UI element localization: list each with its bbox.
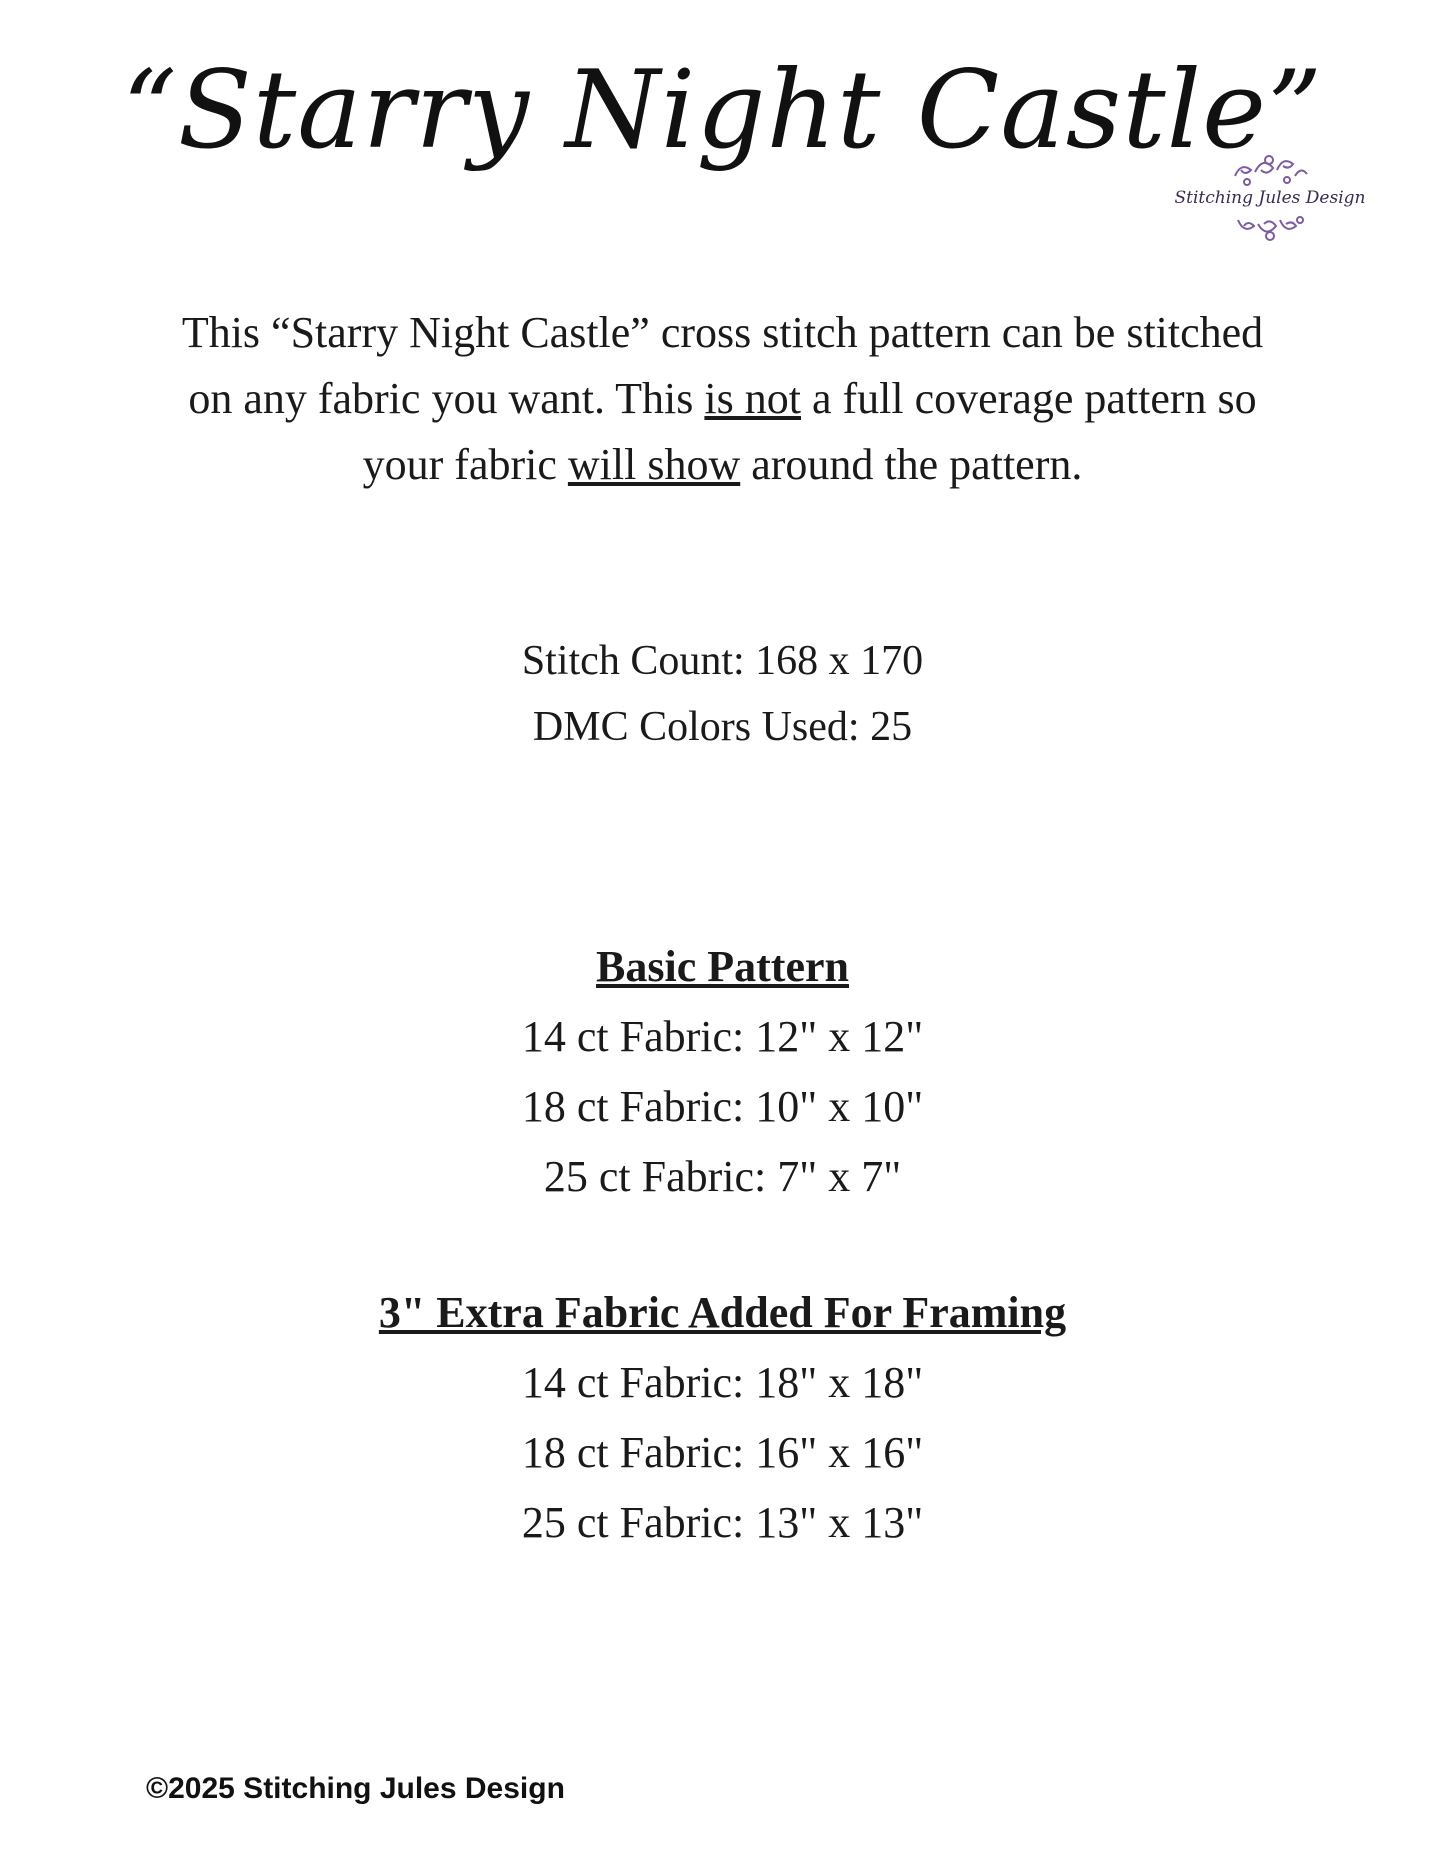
extra-row-14ct: 14 ct Fabric: 18" x 18" [521, 1358, 924, 1407]
logo-text: Stitching Jules Design [1174, 188, 1366, 208]
extra-row-25ct: 25 ct Fabric: 13" x 13" [521, 1498, 924, 1547]
dmc-colors-used: DMC Colors Used: 25 [532, 704, 913, 750]
basic-pattern-heading: Basic Pattern [596, 942, 849, 991]
stitch-count: Stitch Count: 168 x 170 [521, 638, 924, 684]
intro-paragraph [180, 300, 1265, 498]
intro-text-2: a full coverage pattern so your fabric [362, 374, 1257, 489]
basic-row-18ct: 18 ct Fabric: 10" x 10" [521, 1082, 924, 1131]
extra-fabric-heading: 3" Extra Fabric Added For Framing [378, 1288, 1067, 1337]
intro-underline-will-show: will show [567, 440, 741, 489]
basic-row-14ct: 14 ct Fabric: 12" x 12" [521, 1012, 924, 1061]
basic-row-25ct: 25 ct Fabric: 7" x 7" [543, 1152, 902, 1201]
extra-row-18ct: 18 ct Fabric: 16" x 16" [521, 1428, 924, 1477]
intro-text-1: This “Starry Night Castle” cross stitch pattern can be stitched on any fabric you want. This [181, 308, 1264, 423]
swirl-ornament-bottom-icon [1230, 210, 1310, 244]
extra-fabric-section [0, 1278, 1445, 1558]
basic-pattern-section [0, 932, 1445, 1212]
intro-underline-is-not: is not [704, 374, 801, 423]
page-title: “Starry Night Castle” [121, 48, 1324, 173]
copyright-footer: ©2025 Stitching Jules Design [146, 1772, 565, 1805]
swirl-ornament-top-icon [1225, 152, 1315, 186]
pattern-specs [0, 628, 1445, 760]
brand-logo [1170, 152, 1370, 272]
intro-text-3: around the pattern. [740, 440, 1083, 489]
